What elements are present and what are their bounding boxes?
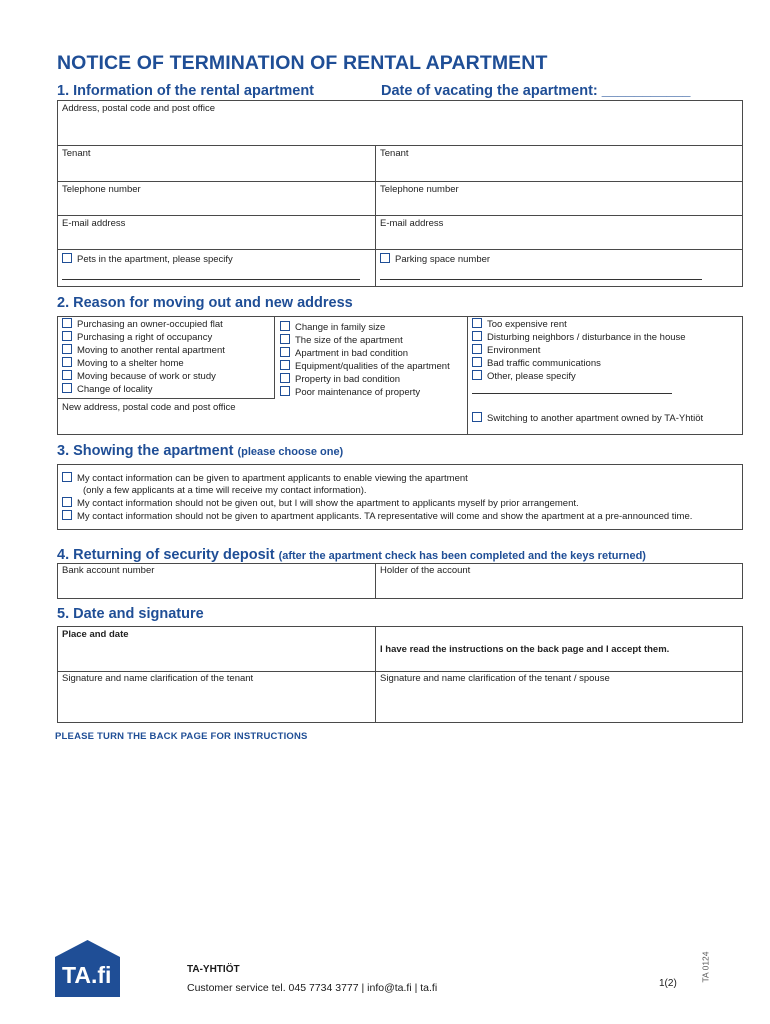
reason-label: Property in bad condition	[295, 374, 401, 385]
checkbox[interactable]	[62, 510, 72, 520]
reason-option[interactable]	[62, 383, 153, 395]
address-field[interactable]: Address, postal code and post office	[62, 103, 215, 114]
reason-option[interactable]	[62, 357, 184, 369]
tenant-signature-field[interactable]: Signature and name clarification of the tenant	[62, 673, 254, 684]
checkbox[interactable]	[62, 331, 72, 341]
checkbox[interactable]	[62, 497, 72, 507]
vacating-date-field[interactable]: Date of vacating the apartment: ___________	[381, 83, 691, 99]
checkbox[interactable]	[280, 386, 290, 396]
contact-info: Customer service tel. 045 7734 3777 | info@ta.fi | ta.fi	[187, 982, 438, 994]
showing-option-label: My contact information should not be given out, but I will show the apartment to applicants myself by prior arrangement.	[77, 498, 579, 509]
other-specify-line[interactable]	[472, 393, 672, 394]
reason-label: Environment	[487, 345, 541, 356]
parking-checkbox-row[interactable]	[380, 253, 490, 265]
showing-option-1-note: (only a few applicants at a time will receive my contact information).	[83, 485, 367, 496]
email-field-1[interactable]: E-mail address	[62, 218, 126, 229]
company-name: TA-YHTIÖT	[187, 964, 240, 975]
reason-option[interactable]	[280, 321, 385, 333]
reason-option[interactable]	[280, 386, 420, 398]
reason-label: Other, please specify	[487, 371, 576, 382]
reason-label: Apartment in bad condition	[295, 348, 409, 359]
showing-option-3[interactable]	[62, 510, 692, 522]
reason-label: Equipment/qualities of the apartment	[295, 361, 450, 372]
showing-option-1[interactable]	[62, 472, 468, 484]
switching-label: Switching to another apartment owned by TA-Yhtiöt	[487, 413, 704, 424]
reason-option[interactable]	[280, 347, 408, 359]
reason-option[interactable]	[472, 370, 576, 382]
reason-label: The size of the apartment	[295, 335, 403, 346]
section3-heading-text: 3. Showing the apartment	[57, 443, 234, 459]
section1-heading: 1. Information of the rental apartment	[57, 83, 314, 99]
checkbox[interactable]	[472, 331, 482, 341]
reason-label: Moving because of work or study	[77, 371, 216, 382]
spouse-signature-field[interactable]: Signature and name clarification of the tenant / spouse	[380, 673, 610, 684]
page-number: 1(2)	[659, 978, 677, 989]
tenant-field-1[interactable]: Tenant	[62, 148, 91, 159]
checkbox[interactable]	[62, 370, 72, 380]
phone-field-2[interactable]: Telephone number	[380, 184, 459, 195]
checkbox[interactable]	[280, 347, 290, 357]
reason-option[interactable]	[62, 370, 216, 382]
reason-label: Change of locality	[77, 384, 153, 395]
section2-heading: 2. Reason for moving out and new address	[57, 295, 353, 311]
reason-option[interactable]	[280, 373, 400, 385]
checkbox[interactable]	[62, 318, 72, 328]
reason-option[interactable]	[62, 318, 223, 330]
account-holder-field[interactable]: Holder of the account	[380, 565, 471, 576]
email-field-2[interactable]: E-mail address	[380, 218, 444, 229]
checkbox[interactable]	[472, 370, 482, 380]
reason-label: Too expensive rent	[487, 319, 567, 330]
checkbox[interactable]	[280, 321, 290, 331]
form-title: NOTICE OF TERMINATION OF RENTAL APARTMENT	[57, 52, 548, 74]
parking-label: Parking space number	[395, 254, 491, 265]
showing-option-label: My contact information can be given to apartment applicants to enable viewing the apartment	[77, 473, 468, 484]
reason-option[interactable]	[280, 360, 450, 372]
reason-label: Poor maintenance of property	[295, 387, 421, 398]
reason-label: Bad traffic communications	[487, 358, 601, 369]
reason-option[interactable]	[472, 357, 601, 369]
reason-option[interactable]	[62, 344, 225, 356]
reason-label: Moving to a shelter home	[77, 358, 184, 369]
bank-account-field[interactable]: Bank account number	[62, 565, 155, 576]
parking-number-line[interactable]	[380, 279, 702, 280]
switching-option[interactable]	[472, 412, 703, 424]
reason-label: Purchasing a right of occupancy	[77, 332, 213, 343]
reason-label: Disturbing neighbors / disturbance in the house	[487, 332, 686, 343]
reason-option[interactable]	[62, 331, 212, 343]
reason-option[interactable]	[280, 334, 403, 346]
checkbox[interactable]	[472, 357, 482, 367]
back-page-note: PLEASE TURN THE BACK PAGE FOR INSTRUCTIONS	[55, 731, 308, 742]
new-address-field[interactable]: New address, postal code and post office	[62, 402, 236, 413]
checkbox[interactable]	[280, 360, 290, 370]
reason-label: Change in family size	[295, 322, 386, 333]
checkbox[interactable]	[62, 383, 72, 393]
form-code: TA 0124	[700, 951, 711, 983]
section3-heading	[57, 443, 343, 459]
pets-checkbox-row[interactable]	[62, 253, 233, 265]
parking-checkbox[interactable]	[380, 253, 390, 263]
reason-option[interactable]	[472, 331, 686, 343]
showing-option-2[interactable]	[62, 497, 579, 509]
section4-heading	[57, 547, 646, 563]
checkbox[interactable]	[62, 344, 72, 354]
reason-label: Purchasing an owner-occupied flat	[77, 319, 223, 330]
pets-checkbox[interactable]	[62, 253, 72, 263]
phone-field-1[interactable]: Telephone number	[62, 184, 141, 195]
checkbox[interactable]	[472, 318, 482, 328]
pets-specify-line[interactable]	[62, 279, 360, 280]
reason-option[interactable]	[472, 344, 540, 356]
section3-heading-sub: (please choose one)	[237, 446, 344, 458]
tenant-field-2[interactable]: Tenant	[380, 148, 409, 159]
checkbox[interactable]	[280, 373, 290, 383]
checkbox[interactable]	[280, 334, 290, 344]
section4-heading-text: 4. Returning of security deposit	[57, 547, 275, 563]
accept-statement: I have read the instructions on the back page and I accept them.	[380, 644, 670, 655]
showing-option-label: My contact information should not be given to apartment applicants. TA representative will come and show the apartment at a pre-announced time.	[77, 511, 693, 522]
place-date-field[interactable]: Place and date	[62, 629, 129, 640]
checkbox[interactable]	[62, 472, 72, 482]
checkbox[interactable]	[472, 344, 482, 354]
checkbox[interactable]	[62, 357, 72, 367]
section4-heading-sub: (after the apartment check has been completed and the keys returned)	[278, 550, 646, 562]
pets-label: Pets in the apartment, please specify	[77, 254, 233, 265]
switching-checkbox[interactable]	[472, 412, 482, 422]
reason-label: Moving to another rental apartment	[77, 345, 225, 356]
section5-heading: 5. Date and signature	[57, 606, 204, 622]
logo-text: TA.fi	[62, 962, 112, 988]
reason-option[interactable]	[472, 318, 567, 330]
